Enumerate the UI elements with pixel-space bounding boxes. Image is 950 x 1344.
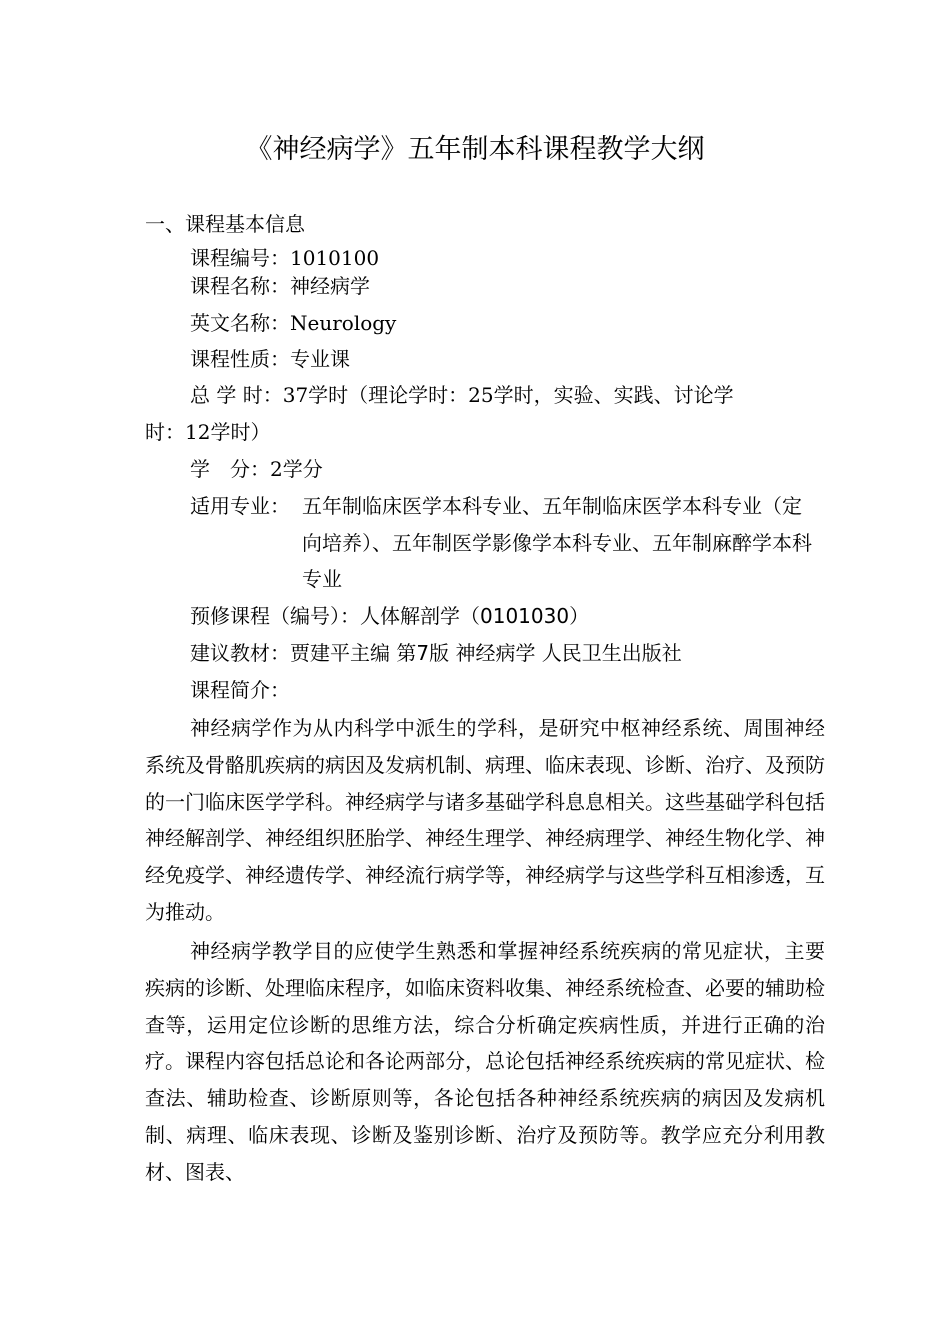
field-label: 学 分： bbox=[190, 457, 270, 481]
field-label: 建议教材： bbox=[190, 641, 290, 665]
field-value: 1010100 bbox=[290, 246, 380, 270]
field-total-hours-continued: 时：12学时） bbox=[145, 420, 271, 444]
field-course-intro-label: 课程简介： bbox=[190, 678, 290, 702]
intro-paragraph-1: 神经病学作为从内科学中派生的学科，是研究中枢神经系统、周围神经系统及骨骼肌疾病的病因及发病机制、病理、临床表现、诊断、治疗、及预防的一门临床医学学科。神经病学与诸多基础学科息息相关。这些基础学科包括神经解剖学、神经组织胚胎学、神经生理学、神经病理学、神经生物化学、神经免疫学、神经遗传学、神经流行病学等，神经病学与这些学科互相渗透，互为推动。 bbox=[145, 716, 825, 924]
field-label: 总 学 时： bbox=[190, 383, 283, 407]
field-value: Neurology bbox=[290, 311, 397, 335]
field-value: 神经病学 bbox=[290, 274, 370, 298]
field-label: 适用专业： bbox=[190, 494, 290, 518]
field-course-nature bbox=[190, 341, 350, 378]
field-course-name bbox=[190, 270, 370, 303]
section-heading-basic-info: 一、课程基本信息 bbox=[145, 212, 305, 236]
field-value: 37学时（理论学时：25学时，实验、实践、讨论学 bbox=[282, 383, 734, 407]
field-textbook bbox=[190, 635, 682, 672]
field-value: 2学分 bbox=[270, 457, 323, 481]
field-course-code bbox=[190, 244, 379, 273]
intro-paragraph-2: 神经病学教学目的应使学生熟悉和掌握神经系统疾病的常见症状，主要疾病的诊断、处理临床程序，如临床资料收集、神经系统检查、必要的辅助检查等，运用定位诊断的思维方法，综合分析确定疾病性质，并进行正确的治疗。课程内容包括总论和各论两部分，总论包括神经系统疾病的常见症状、检查法、辅助检查、诊断原则等，各论包括各种神经系统疾病的病因及发病机制、病理、临床表现、诊断及鉴别诊断、治疗及预防等。教学应充分利用教材、图表、 bbox=[145, 939, 825, 1184]
field-total-hours bbox=[190, 377, 734, 414]
field-label: 英文名称： bbox=[190, 311, 290, 335]
field-label: 预修课程（编号）： bbox=[190, 604, 360, 628]
field-prerequisite bbox=[190, 598, 589, 635]
field-value: 贾建平主编 第7版 神经病学 人民卫生出版社 bbox=[290, 641, 682, 665]
field-label: 课程名称： bbox=[190, 274, 290, 298]
field-value: 人体解剖学（0101030） bbox=[360, 604, 590, 628]
field-label: 课程性质： bbox=[190, 347, 290, 371]
document-title: 《神经病学》五年制本科课程教学大纲 bbox=[245, 134, 705, 165]
field-credits bbox=[190, 451, 323, 488]
field-english-name bbox=[190, 305, 396, 342]
field-label: 课程编号： bbox=[190, 246, 290, 270]
field-applicable-majors bbox=[190, 488, 815, 600]
field-value: 五年制临床医学本科专业、五年制临床医学本科专业（定向培养）、五年制医学影像学本科专业、五年制麻醉学本科专业 bbox=[302, 494, 812, 592]
field-value: 专业课 bbox=[290, 347, 350, 371]
